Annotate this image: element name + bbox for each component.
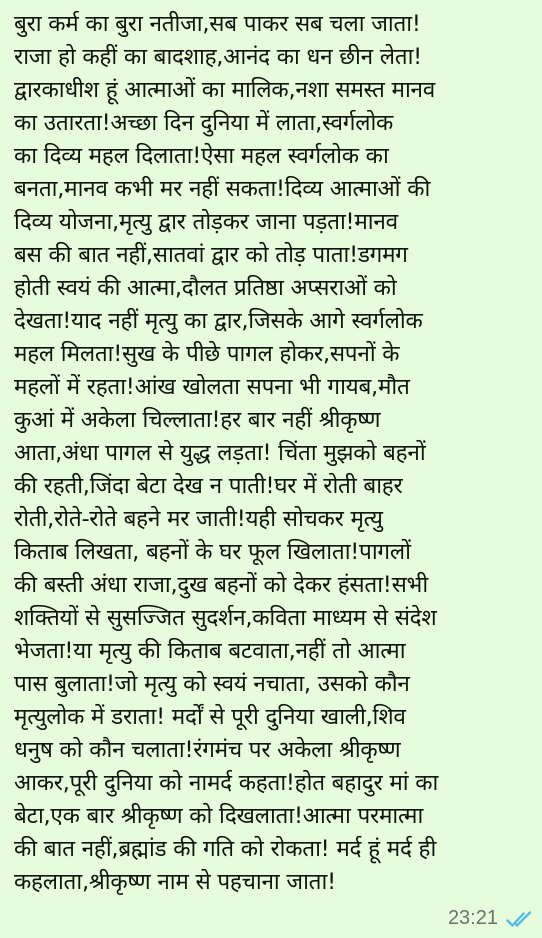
message-line: धनुष को कौन चलाता!रंगमंच पर अकेला श्रीकृष्ण — [14, 737, 401, 763]
message-meta — [448, 907, 532, 930]
message-line: का दिव्य महल दिलाता!ऐसा महल स्वर्गलोक का — [14, 143, 389, 169]
message-line: की बस्ती अंधा राजा,दुख बहनों को देकर हंसता!सभी — [14, 572, 428, 598]
message-line: आता,अंधा पागल से युद्ध लड़ता! चिंता मुझको बहनों — [14, 440, 426, 466]
message-line: पास बुलाता!जो मृत्यु को स्वयं नचाता, उसको कौन — [14, 671, 410, 697]
message-line: भेजता!या मृत्यु की किताब बटवाता,नहीं तो आत्मा — [14, 638, 406, 664]
message-line: बेटा,एक बार श्रीकृष्ण को दिखलाता!आत्मा परमात्मा — [14, 803, 424, 829]
message-line: बनता,मानव कभी मर नहीं सकता!दिव्य आत्माओं की — [14, 176, 431, 202]
message-line: दिव्य योजना,मृत्यु द्वार तोड़कर जाना पड़ता!मानव — [14, 209, 398, 235]
message-line: बस की बात नहीं,सातवां द्वार को तोड़ पाता!डगमग — [14, 242, 408, 268]
message-line: कुआं में अकेला चिल्लाता!हर बार नहीं श्रीकृष्ण — [14, 407, 381, 433]
message-line: किताब लिखता, बहनों के घर फूल खिलाता!पागलों — [14, 539, 411, 565]
message-line: महल मिलता!सुख के पीछे पागल होकर,सपनों के — [14, 341, 400, 367]
message-line: मृत्युलोक में डराता! मर्दों से पूरी दुनिया खाली,शिव — [14, 704, 406, 730]
message-line: की बात नहीं,ब्रह्मांड की गति को रोकता! मर्द हूं मर्द ही — [14, 836, 437, 862]
double-check-icon — [506, 910, 532, 928]
message-line: आकर,पूरी दुनिया को नामर्द कहता!होत बहादुर मां का — [14, 770, 439, 796]
message-timestamp: 23:21 — [447, 907, 498, 929]
message-line: राजा हो कहीं का बादशाह,आनंद का धन छीन लेता! — [14, 44, 422, 70]
message-line: बुरा कर्म का बुरा नतीजा,सब पाकर सब चला जाता! — [14, 11, 421, 37]
message-line: देखता!याद नहीं मृत्यु का द्वार,जिसके आगे स्वर्गलोक — [14, 308, 423, 334]
message-line: का उतारता!अच्छा दिन दुनिया में लाता,स्वर्गलोक — [14, 110, 394, 136]
message-line: द्वारकाधीश हूं आत्माओं का मालिक,नशा समस्त मानव — [14, 77, 436, 103]
message-line: रोती,रोते-रोते बहने मर जाती!यही सोचकर मृत्यु — [14, 506, 383, 532]
message-line: महलों में रहता!आंख खोलता सपना भी गायब,मौत — [14, 374, 410, 400]
message-text — [14, 8, 530, 899]
message-line: शक्तियों से सुसज्जित सुदर्शन,कविता माध्यम से संदेश — [14, 605, 437, 631]
message-line: होती स्वयं की आत्मा,दौलत प्रतिष्ठा अप्सराओं को — [14, 275, 397, 301]
message-line: की रहती,जिंदा बेटा देख न पाती!घर में रोती बाहर — [14, 473, 403, 499]
message-line: कहलाता,श्रीकृष्ण नाम से पहचाना जाता! — [14, 869, 336, 895]
